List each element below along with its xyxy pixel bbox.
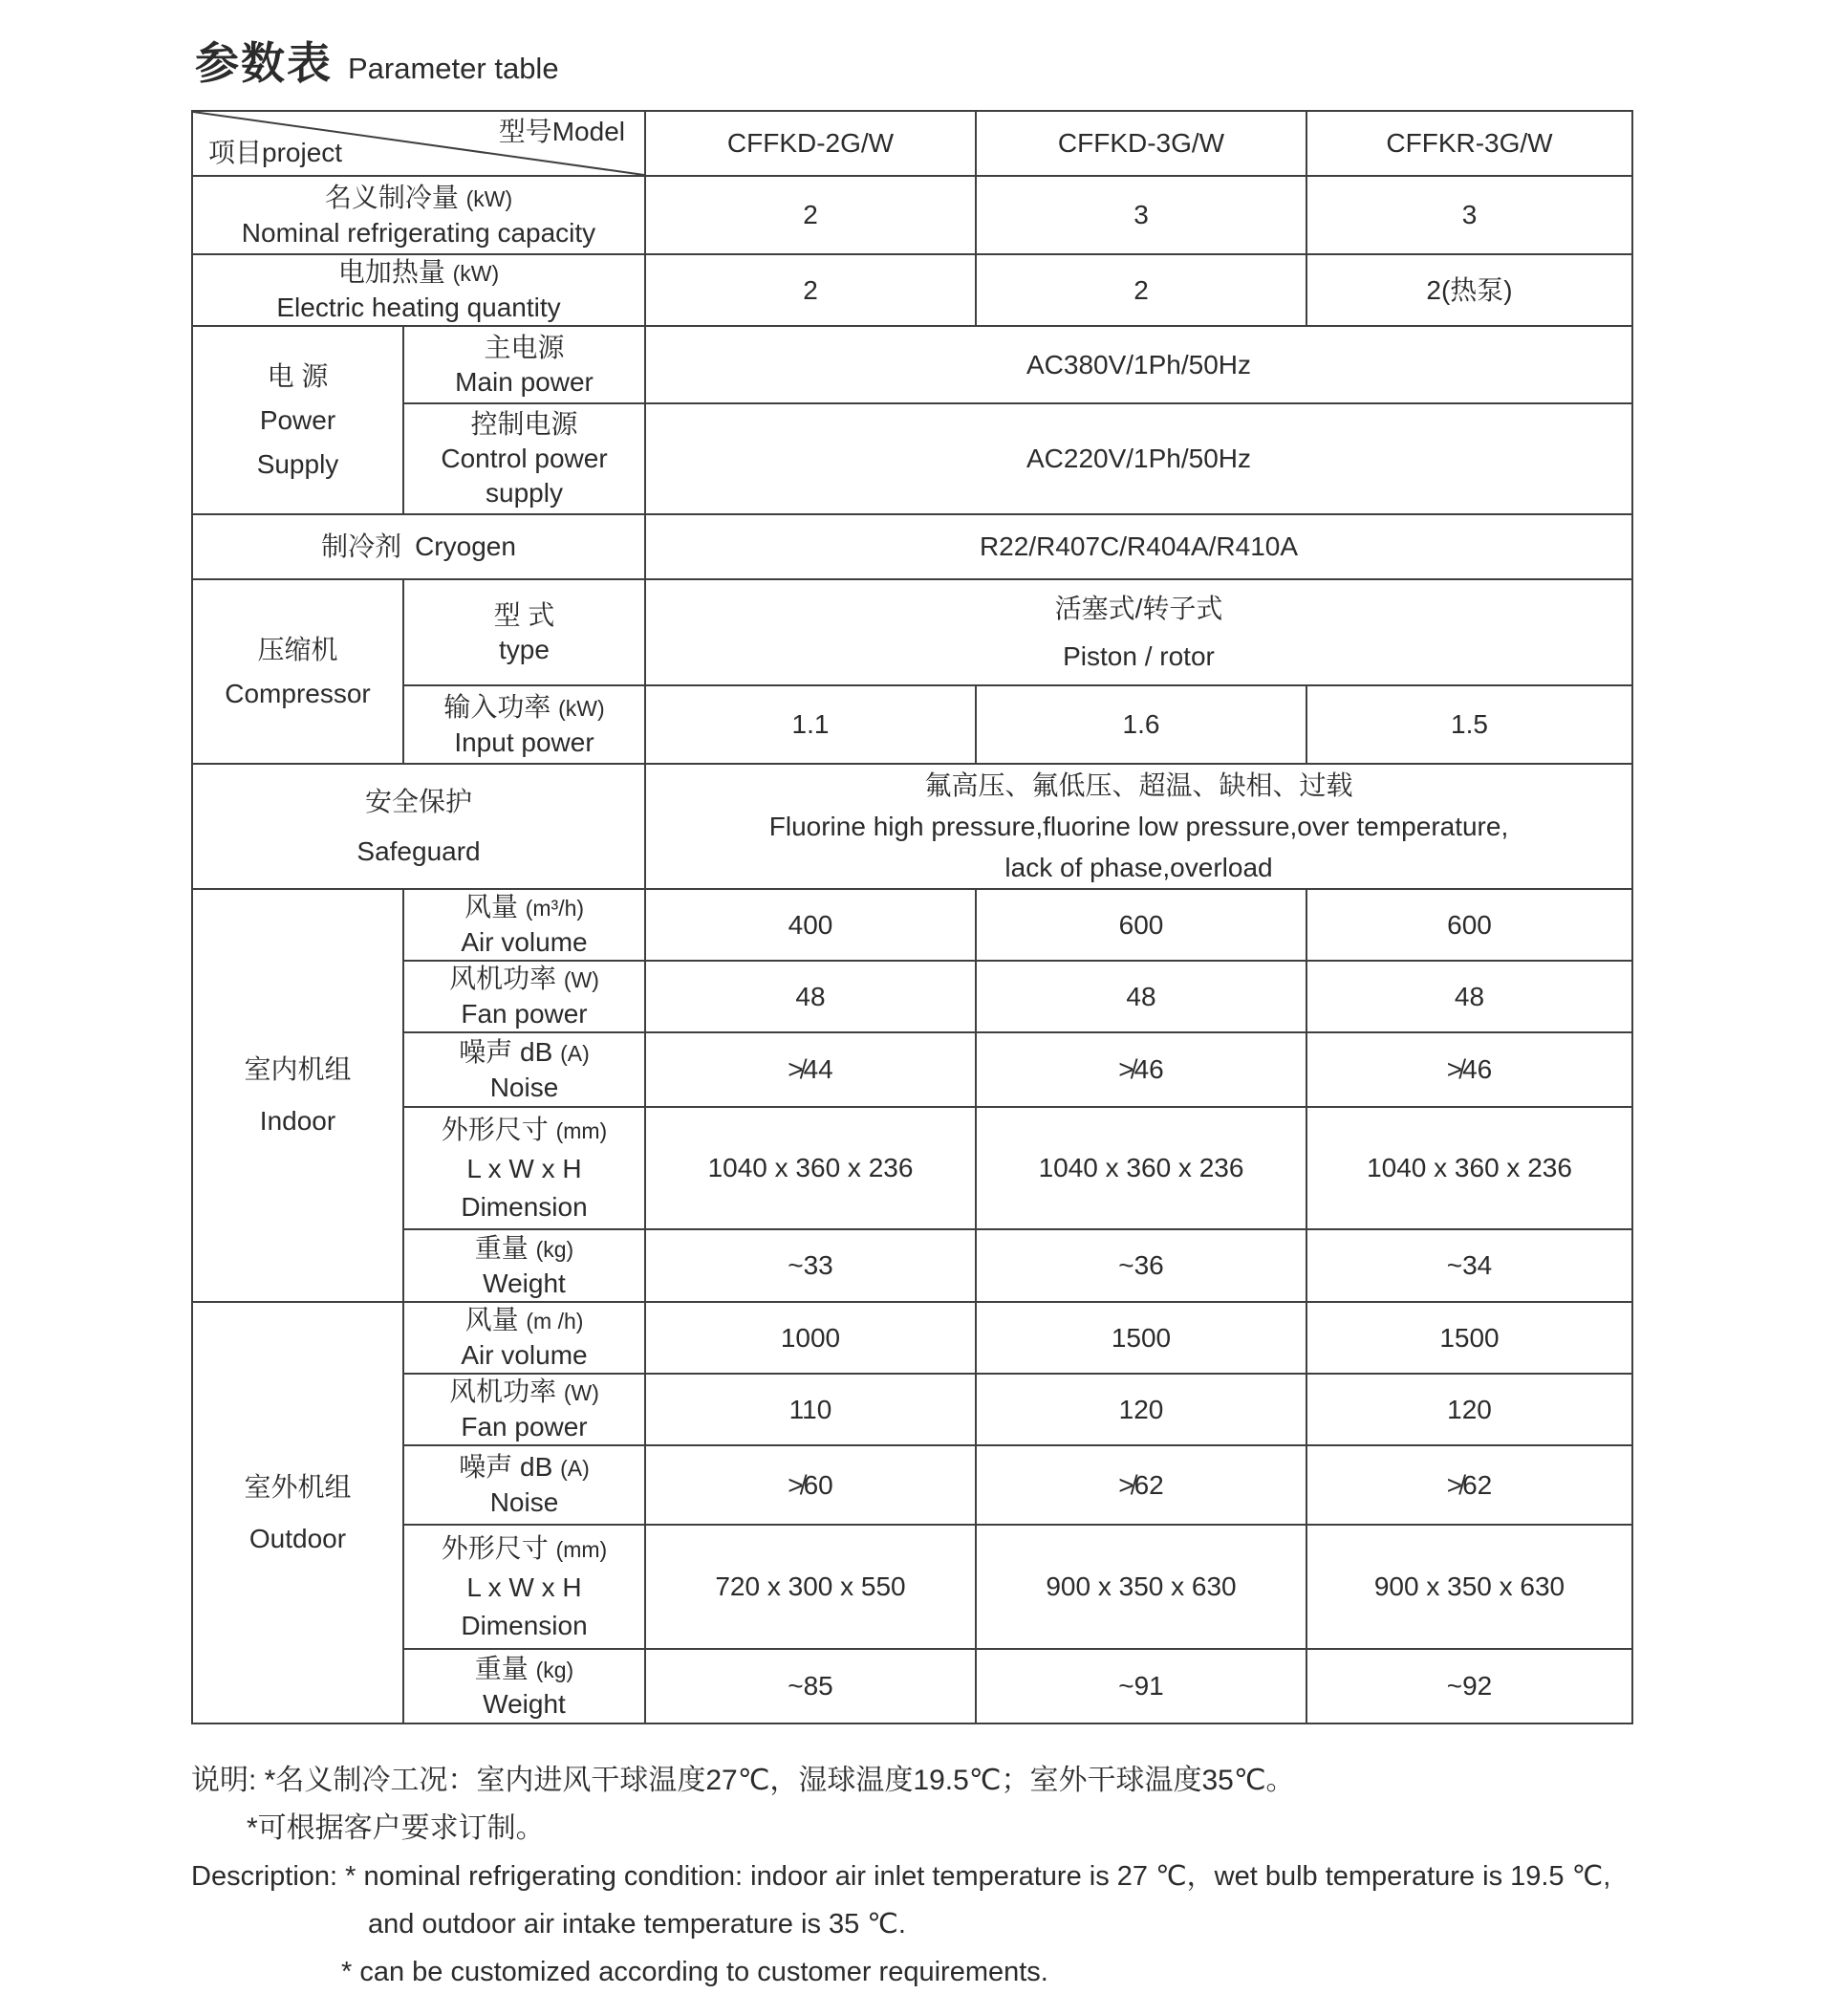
value-cell: ≯46 [976, 1032, 1306, 1107]
page-title-zh: 参数表 [195, 38, 333, 88]
label-unit: (A) [560, 1456, 590, 1481]
model-header-1: CFFKD-2G/W [645, 111, 976, 176]
value-cell: ≯44 [645, 1032, 976, 1107]
label-unit: (mm) [555, 1536, 608, 1562]
label-unit: (kg) [535, 1236, 574, 1262]
group-en: Power [259, 404, 336, 435]
value-cell: 1.1 [645, 685, 976, 764]
label-en: type [499, 634, 550, 664]
group-en: Outdoor [248, 1523, 347, 1553]
value-cell: 48 [1306, 961, 1632, 1032]
label-zh: 外形尺寸 [441, 1114, 549, 1144]
value-cell: ~91 [976, 1649, 1306, 1723]
label-unit: (m³/h) [525, 896, 585, 921]
group-zh: 室外机组 [244, 1471, 352, 1502]
label-unit: (kg) [535, 1657, 574, 1682]
page-title [195, 29, 559, 92]
label-en: Safeguard [356, 835, 481, 866]
group-label-power-supply [192, 326, 403, 514]
value-cell-main-power: AC380V/1Ph/50Hz [645, 326, 1632, 403]
group-en: Supply [256, 448, 339, 479]
label-zh: 风机功率 [449, 1377, 557, 1406]
group-zh: 室内机组 [244, 1054, 352, 1084]
label-en: Control power [441, 444, 608, 473]
label-zh: 主电源 [484, 332, 565, 362]
label-en: Weight [483, 1688, 566, 1719]
row-label-main-power [403, 326, 645, 403]
value-cell: ≯60 [645, 1445, 976, 1525]
value-cell: ≯46 [1306, 1032, 1632, 1107]
group-label-outdoor [192, 1302, 403, 1723]
label-en: Air volume [461, 1340, 588, 1370]
value-cell: 400 [645, 889, 976, 961]
label-en: Fan power [461, 999, 588, 1029]
value-en: Piston / rotor [1063, 640, 1215, 671]
parameter-table [191, 110, 1633, 1724]
value-cell: 2 [645, 254, 976, 326]
label-en: Dimension [461, 1610, 588, 1640]
value-cell: 600 [976, 889, 1306, 961]
value-cell: 1040 x 360 x 236 [976, 1107, 1306, 1229]
group-zh: 电 源 [267, 360, 329, 391]
label-unit: (mm) [555, 1117, 608, 1143]
label-zh: 名义制冷量 [324, 182, 459, 212]
label-unit: (W) [563, 967, 599, 992]
value-cell: 120 [1306, 1374, 1632, 1445]
label-zh: 重量 [474, 1232, 529, 1263]
value-cell: 1.5 [1306, 685, 1632, 764]
page-title-en: Parameter table [348, 52, 559, 85]
label-zh: 噪声 dB [459, 1036, 553, 1067]
label-en: Weight [483, 1268, 566, 1298]
label-en: Main power [455, 366, 594, 397]
value-cell: 110 [645, 1374, 976, 1445]
note-condition-en-2: and outdoor air intake temperature is 35 ℃. [368, 1909, 906, 1940]
label-unit: (kW) [465, 185, 513, 211]
row-label-outdoor-noise [403, 1445, 645, 1525]
row-label-compressor-type [403, 579, 645, 685]
label-zh: 安全保护 [364, 786, 472, 816]
value-cell: 1040 x 360 x 236 [1306, 1107, 1632, 1229]
row-label-outdoor-dimension [403, 1525, 645, 1649]
group-en: Indoor [259, 1106, 336, 1136]
value-cell: 120 [976, 1374, 1306, 1445]
value-cell-compressor-type [645, 579, 1632, 685]
value-zh: 氟高压、氟低压、超温、缺相、过载 [924, 770, 1353, 800]
label-zh: 风量 [464, 1305, 519, 1334]
label-en: supply [486, 478, 563, 508]
value-cell: 900 x 350 x 630 [976, 1525, 1306, 1649]
value-cell: ~33 [645, 1229, 976, 1302]
row-label-safeguard [192, 764, 645, 889]
label-en: Noise [489, 1072, 559, 1102]
corner-model-label: 型号Model [498, 117, 625, 146]
value-cell: 3 [1306, 176, 1632, 254]
label-zh: 噪声 dB [459, 1452, 553, 1482]
label-zh: 输入功率 [443, 691, 551, 722]
label-unit: (kW) [452, 261, 500, 286]
value-cell: 1040 x 360 x 236 [645, 1107, 976, 1229]
value-cell: 2(热泵) [1306, 254, 1632, 326]
label-zh: 型 式 [493, 599, 555, 630]
value-cell: 1500 [976, 1302, 1306, 1374]
label-en: Noise [489, 1487, 559, 1517]
row-label-input-power [403, 685, 645, 764]
value-cell: 900 x 350 x 630 [1306, 1525, 1632, 1649]
label-en: L x W x H [466, 1572, 582, 1602]
row-label-control-power [403, 403, 645, 514]
label-en: Air volume [461, 927, 588, 957]
label-en: Input power [454, 726, 594, 757]
value-cell: 1500 [1306, 1302, 1632, 1374]
value-en: Fluorine high pressure,fluorine low pressure,over temperature, [768, 812, 1509, 841]
row-label-nominal-capacity [192, 176, 645, 254]
label-en: Nominal refrigerating capacity [241, 217, 596, 248]
value-cell: 2 [976, 254, 1306, 326]
label-en: Fan power [461, 1412, 588, 1442]
row-label-indoor-weight [403, 1229, 645, 1302]
model-header-3: CFFKR-3G/W [1306, 111, 1632, 176]
value-cell: ≯62 [1306, 1445, 1632, 1525]
note-customize-zh: *可根据客户要求订制。 [247, 1812, 545, 1844]
row-label-indoor-air-volume [403, 889, 645, 961]
group-label-compressor [192, 579, 403, 764]
label-unit: (A) [560, 1040, 590, 1066]
value-cell-safeguard [645, 764, 1632, 889]
footnotes [191, 1762, 1720, 2001]
value-cell: 2 [645, 176, 976, 254]
corner-header-cell [192, 111, 645, 176]
group-label-indoor [192, 889, 403, 1302]
label-zh: 控制电源 [470, 409, 578, 439]
row-label-indoor-fan-power [403, 961, 645, 1032]
label-unit: (m /h) [526, 1309, 584, 1333]
value-cell: 48 [645, 961, 976, 1032]
value-cell: 3 [976, 176, 1306, 254]
note-customize-en: * can be customized according to customer requirements. [341, 1957, 1048, 1987]
row-label-outdoor-fan-power [403, 1374, 645, 1445]
label-unit: (kW) [558, 695, 605, 721]
row-label-outdoor-weight [403, 1649, 645, 1723]
model-header-2: CFFKD-3G/W [976, 111, 1306, 176]
value-en: lack of phase,overload [1004, 853, 1273, 882]
label-en: L x W x H [466, 1153, 582, 1183]
label-zh: 制冷剂 [321, 531, 402, 561]
value-cell: ~34 [1306, 1229, 1632, 1302]
label-en: Dimension [461, 1191, 588, 1222]
label-en: Electric heating quantity [276, 293, 561, 322]
row-label-indoor-noise [403, 1032, 645, 1107]
value-cell: ≯62 [976, 1445, 1306, 1525]
corner-project-label: 项目project [208, 138, 343, 167]
label-zh: 风机功率 [449, 964, 557, 993]
label-zh: 风量 [464, 892, 518, 921]
note-condition-zh: 说明: *名义制冷工况：室内进风干球温度27℃，湿球温度19.5℃；室外干球温度35℃。 [191, 1765, 1295, 1796]
row-label-outdoor-air-volume [403, 1302, 645, 1374]
value-cell-cryogen: R22/R407C/R404A/R410A [645, 514, 1632, 579]
value-cell: 600 [1306, 889, 1632, 961]
value-zh: 活塞式/转子式 [1054, 593, 1223, 623]
group-zh: 压缩机 [257, 634, 338, 664]
value-cell-control-power: AC220V/1Ph/50Hz [645, 403, 1632, 514]
label-en: Cryogen [415, 531, 516, 561]
label-unit: (W) [563, 1380, 599, 1405]
value-cell: 720 x 300 x 550 [645, 1525, 976, 1649]
label-zh: 外形尺寸 [441, 1532, 549, 1563]
value-cell: 1.6 [976, 685, 1306, 764]
value-cell: ~85 [645, 1649, 976, 1723]
row-label-electric-heating [192, 254, 645, 326]
group-en: Compressor [225, 678, 371, 708]
label-zh: 电加热量 [337, 257, 445, 287]
value-cell: 1000 [645, 1302, 976, 1374]
label-zh: 重量 [474, 1653, 529, 1683]
row-label-indoor-dimension [403, 1107, 645, 1229]
note-condition-en-1: Description: * nominal refrigerating condition: indoor air inlet temperature is 27 ℃，wet bulb temperature is 19.5 ℃, [191, 1861, 1611, 1892]
row-label-cryogen [192, 514, 645, 579]
value-cell: ~92 [1306, 1649, 1632, 1723]
value-cell: 48 [976, 961, 1306, 1032]
value-cell: ~36 [976, 1229, 1306, 1302]
